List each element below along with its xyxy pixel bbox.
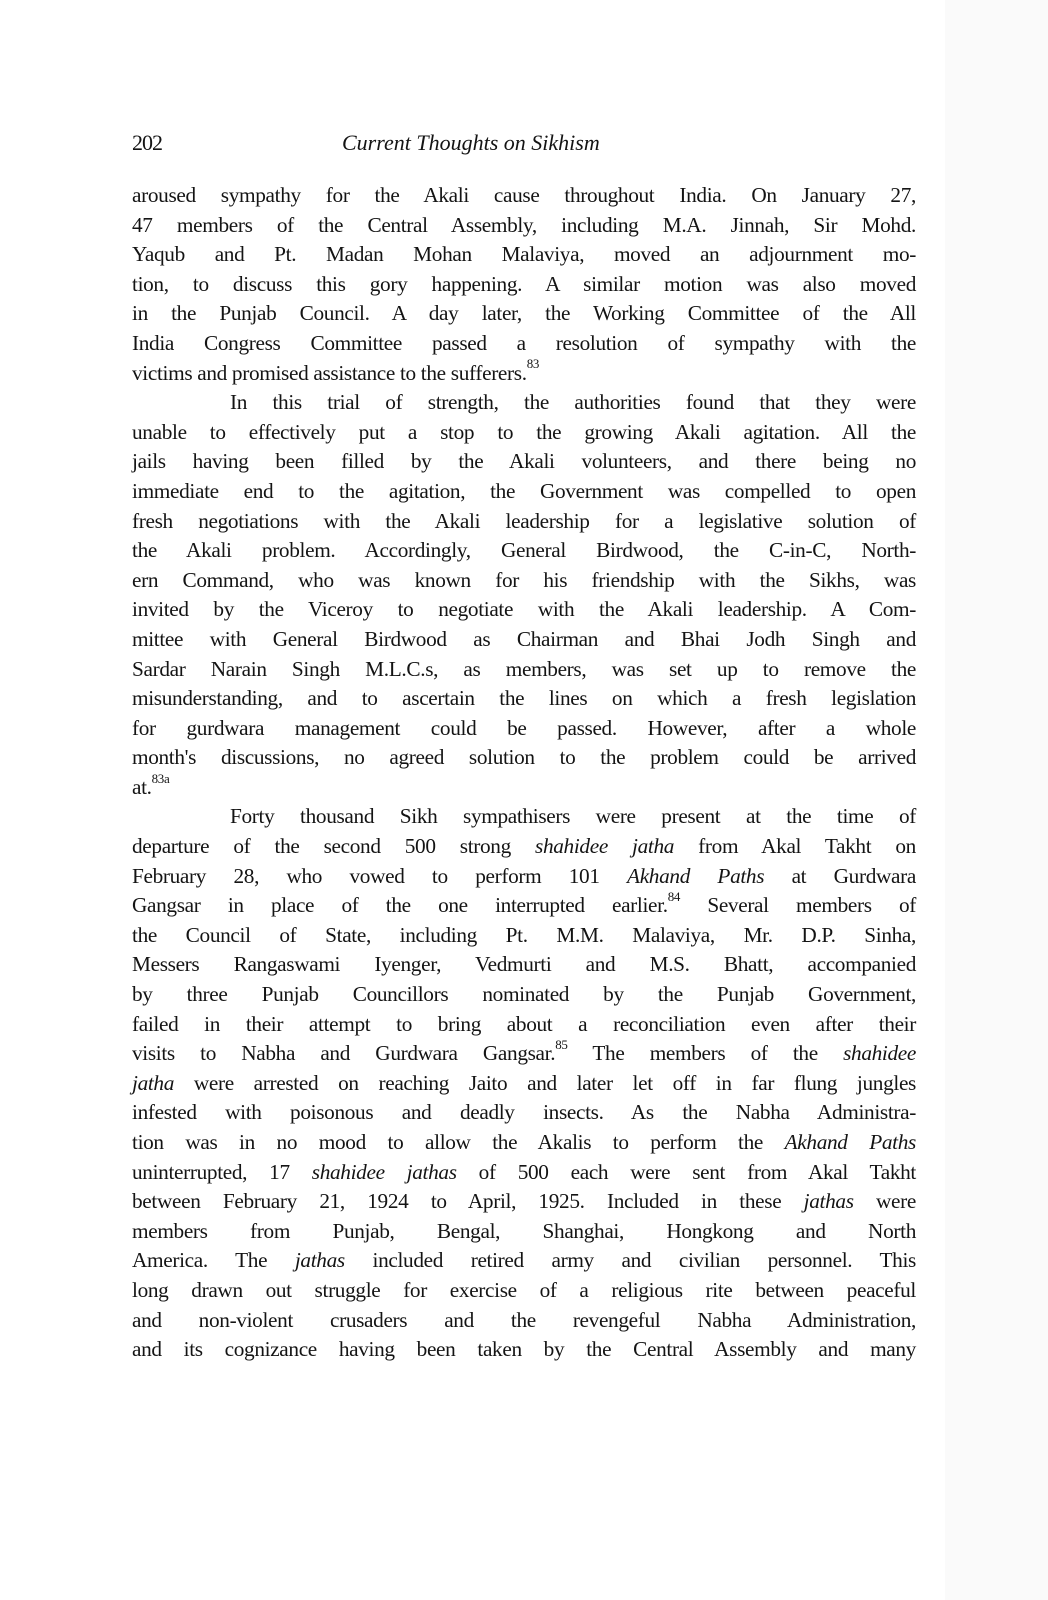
footnote-ref-83: 83 xyxy=(526,356,539,372)
text-line: Gangsar in place of the one interrupted earlier.$^{84}$ Several members of xyxy=(132,889,916,918)
text-line: Messers Rangaswami Iyenger, Vedmurti and M.S. Bhatt, accompanied xyxy=(132,952,916,977)
text-line: tion was in no mood to allow the Akalis to perform the Akhand Paths xyxy=(132,1130,916,1154)
text-line: ern Command, who was known for his friendship with the Sikhs, was xyxy=(132,567,916,592)
text-line: victims and promised assistance to the sufferers.$^{83}$ xyxy=(132,356,539,385)
text-line: jails having been filled by the Akali volunteers, and there being no xyxy=(132,449,916,474)
text-line: Forty thousand Sikh sympathisers were present at the time of xyxy=(230,804,916,829)
text-line: uninterrupted, 17 shahidee jathas of 500 each were sent from Akal Takht xyxy=(132,1159,916,1184)
paragraph-1 xyxy=(132,181,916,388)
text-line: month's discussions, no agreed solution to the problem could be arrived xyxy=(132,745,916,770)
text-line: between February 21, 1924 to April, 1925. Included in these jathas were xyxy=(132,1189,916,1214)
running-header xyxy=(132,130,922,160)
text-line: unable to effectively put a stop to the growing Akali agitation. All the xyxy=(132,419,916,444)
text-line: tion, to discuss this gory happening. A similar motion was also moved xyxy=(132,271,916,296)
text-line: misunderstanding, and to ascertain the lines on which a fresh legislation xyxy=(132,686,916,711)
text-line: Sardar Narain Singh M.L.C.s, as members, was set up to remove the xyxy=(132,656,916,681)
text-line: the Council of State, including Pt. M.M. Malaviya, Mr. D.P. Sinha, xyxy=(132,922,916,947)
text-line: Yaqub and Pt. Madan Mohan Malaviya, moved an adjournment mo- xyxy=(132,242,916,267)
text-line: for gurdwara management could be passed. However, after a whole xyxy=(132,715,916,740)
text-line: invited by the Viceroy to negotiate with the Akali leadership. A Com- xyxy=(132,597,916,622)
text-line: America. The jathas included retired army and civilian personnel. This xyxy=(132,1248,916,1273)
text-line: fresh negotiations with the Akali leadership for a legislative solution of xyxy=(132,508,916,533)
text-line: 47 members of the Central Assembly, including M.A. Jinnah, Sir Mohd. xyxy=(132,212,916,237)
footnote-ref-85: 85 xyxy=(555,1037,568,1053)
text-line: visits to Nabha and Gurdwara Gangsar.$^{85}$ The members of the shahidee xyxy=(132,1037,916,1066)
text-line: In this trial of strength, the authorities found that they were xyxy=(230,390,916,415)
text-line: and non-violent crusaders and the revengeful Nabha Administration, xyxy=(132,1307,916,1332)
text-line: members from Punjab, Bengal, Shanghai, Hongkong and North xyxy=(132,1218,916,1243)
text-line: failed in their attempt to bring about a reconciliation even after their xyxy=(132,1011,916,1036)
text-line: at.$^{83a}$ xyxy=(132,770,170,799)
text-line: infested with poisonous and deadly insects. As the Nabha Administra- xyxy=(132,1100,916,1125)
footnote-ref-83a: 83a xyxy=(151,770,170,786)
text-line: immediate end to the agitation, the Government was compelled to open xyxy=(132,478,916,503)
text-line: mittee with General Birdwood as Chairman and Bhai Jodh Singh and xyxy=(132,626,916,651)
text-line: aroused sympathy for the Akali cause throughout India. On January 27, xyxy=(132,183,916,207)
body-text xyxy=(132,181,916,1365)
text-line: jatha were arrested on reaching Jaito and later let off in far flung jungles xyxy=(132,1070,916,1095)
text-line: India Congress Committee passed a resolution of sympathy with the xyxy=(132,330,916,355)
text-line: the Akali problem. Accordingly, General Birdwood, the C-in-C, North- xyxy=(132,538,916,563)
text-line: and its cognizance having been taken by the Central Assembly and many xyxy=(132,1337,916,1362)
paragraph-2 xyxy=(132,388,916,802)
text-line: February 28, who vowed to perform 101 Akhand Paths at Gurdwara xyxy=(132,863,916,888)
page-number: 202 xyxy=(132,130,162,155)
paragraph-3 xyxy=(132,802,916,1364)
text-line: by three Punjab Councillors nominated by the Punjab Government, xyxy=(132,982,916,1007)
book-title: Current Thoughts on Sikhism xyxy=(342,130,600,155)
text-line: in the Punjab Council. A day later, the Working Committee of the All xyxy=(132,301,916,326)
footnote-ref-84: 84 xyxy=(667,889,681,905)
text-line: departure of the second 500 strong shahidee jatha from Akal Takht on xyxy=(132,834,916,859)
text-line: long drawn out struggle for exercise of a religious rite between peaceful xyxy=(132,1277,916,1302)
